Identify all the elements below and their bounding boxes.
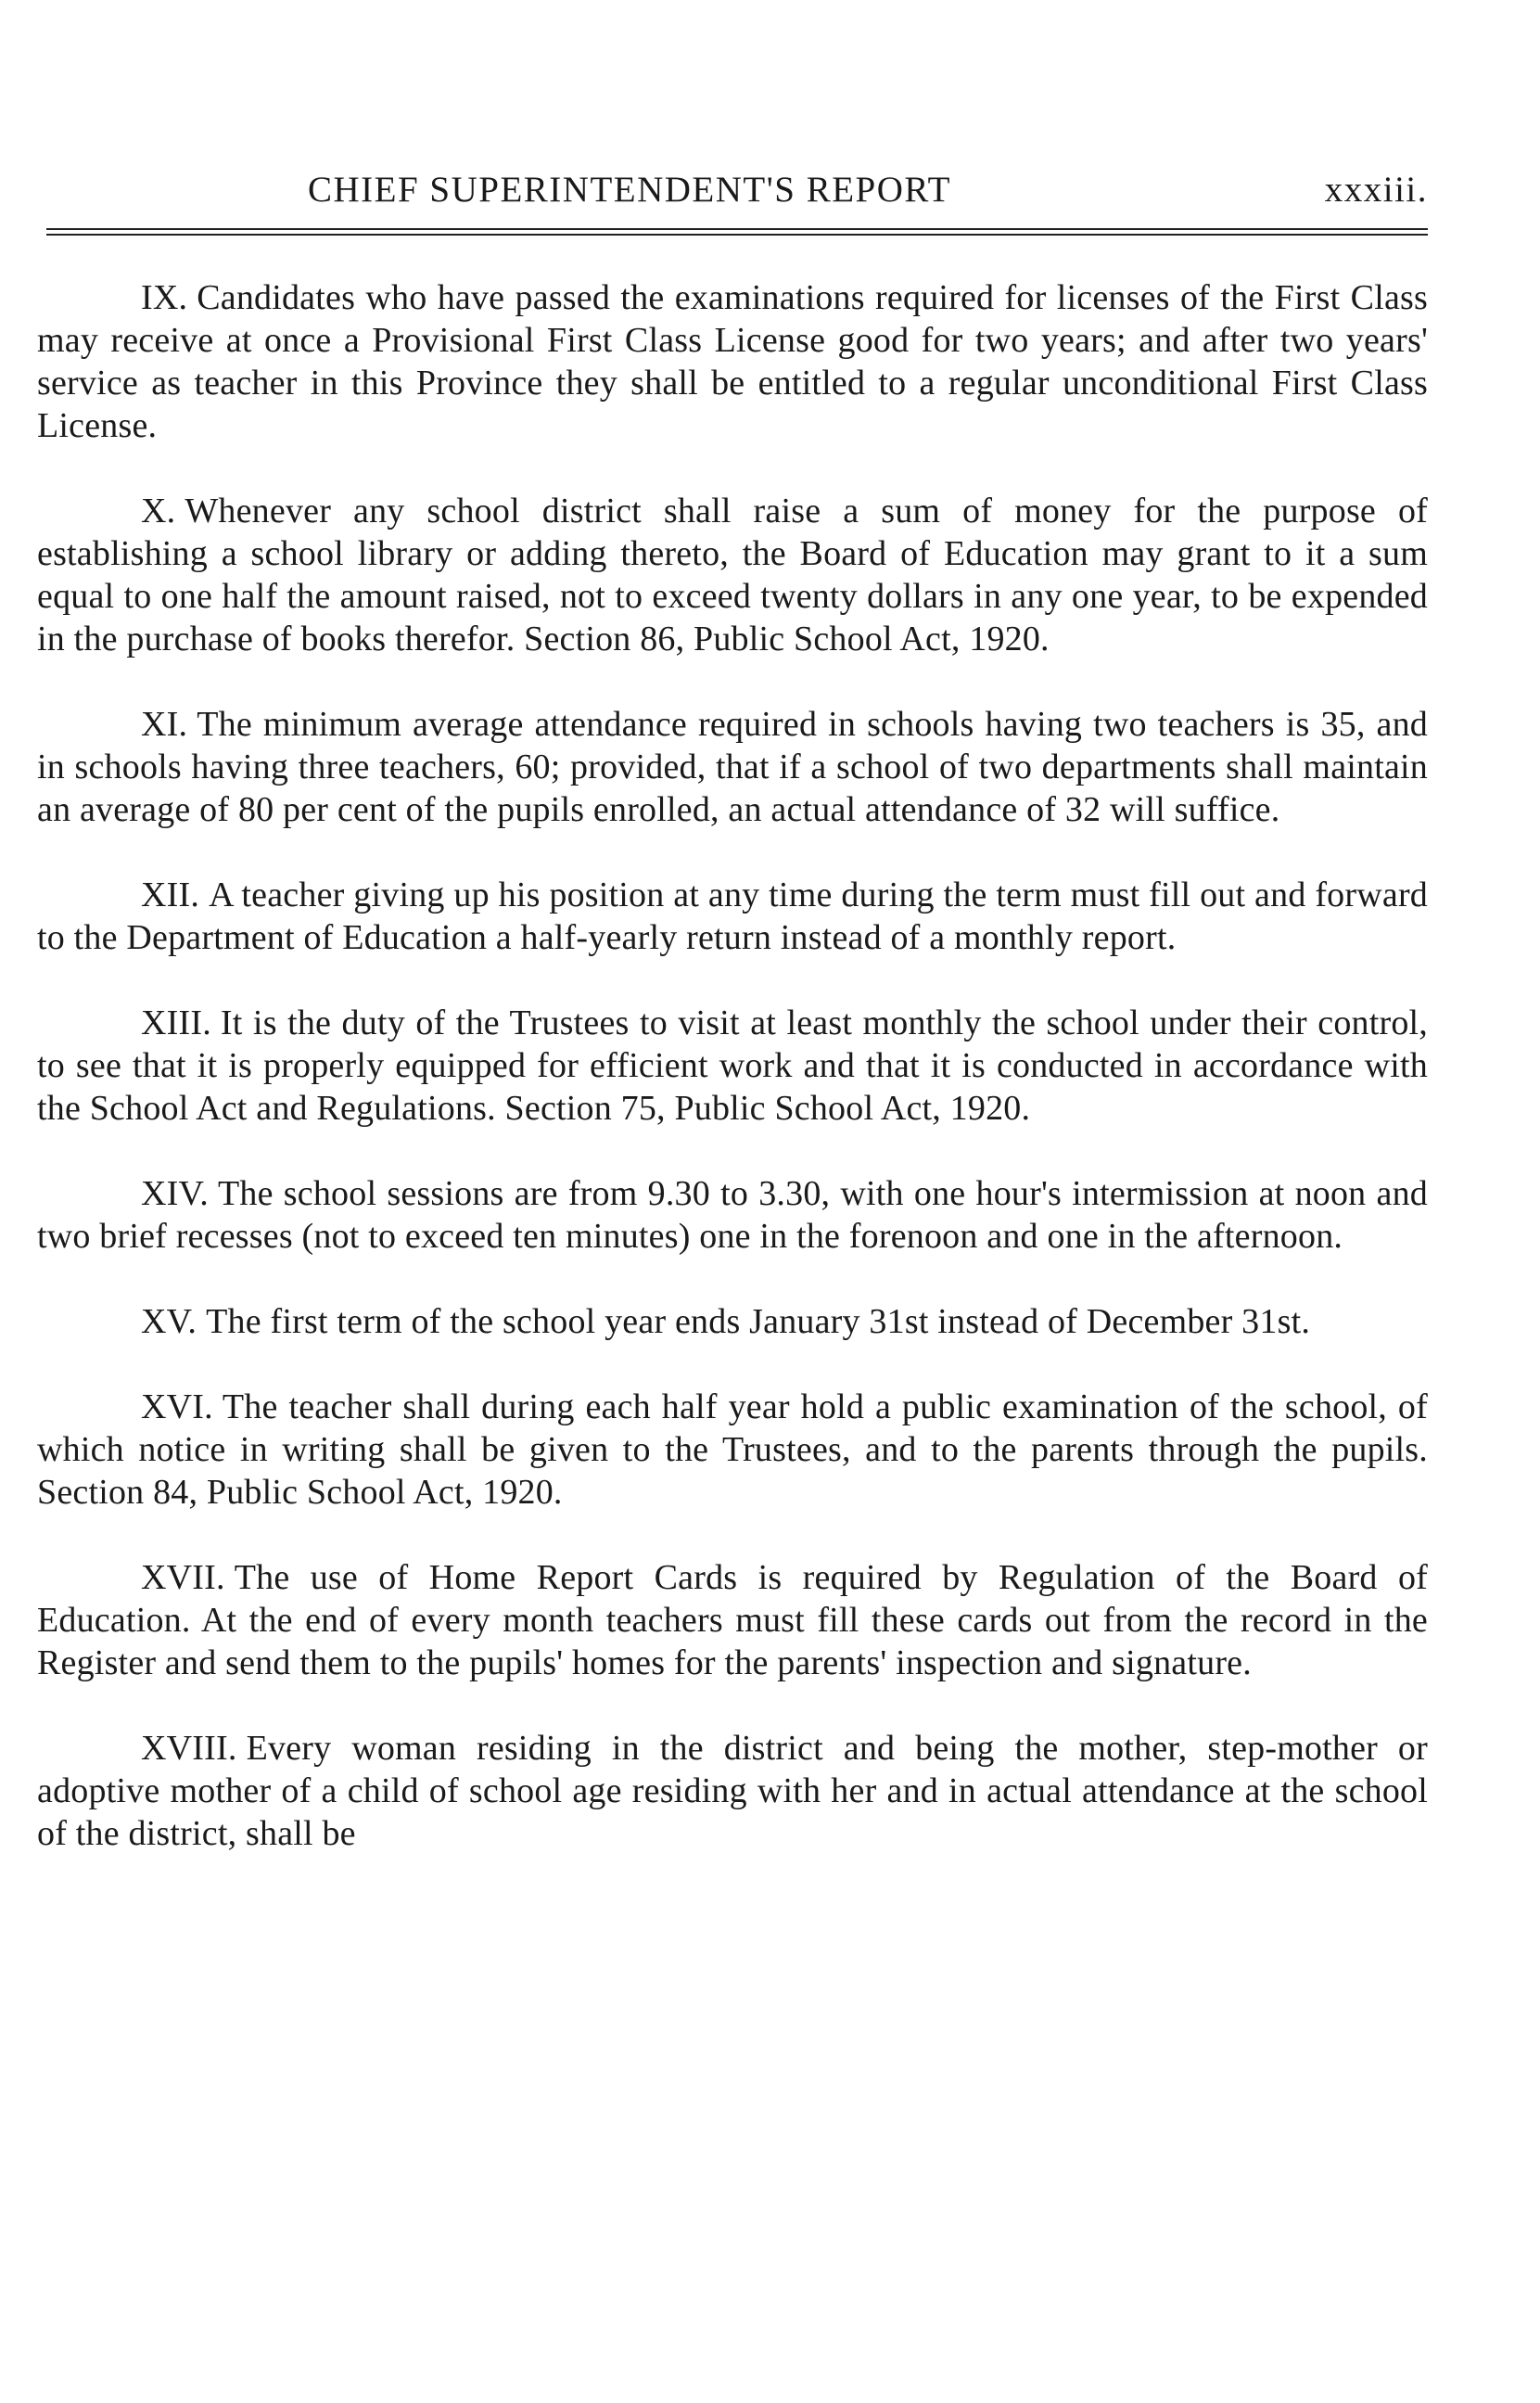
header-double-rule [46,228,1428,236]
paragraph-xi [37,703,1428,831]
paragraph-number: XVIII. [141,1729,237,1768]
paragraph-xii [37,874,1428,959]
paragraph-text: The school sessions are from 9.30 to 3.30, with one hour's intermission at noon and two brief recesses (not to exceed ten minutes) one in the forenoon and one in the afternoon. [37,1174,1428,1256]
paragraph-text: Every woman residing in the district and being the mother, step-mother or adoptive mother of a child of school age residing with her and in actual attendance at the school of the district, shall be [37,1729,1428,1853]
paragraph-number: XV. [141,1302,197,1341]
paragraph-text: It is the duty of the Trustees to visit at least monthly the school under their control, to see that it is properly equipped for efficient work and that it is conducted in accordance with the School Act and Regulations. Section 75, Public School Act, 1920. [37,1003,1428,1128]
paragraph-number: XVI. [141,1387,213,1426]
paragraph-text: The use of Home Report Cards is required by Regulation of the Board of Education. At the end of every month teachers must fill these cards out from the record in the Register and send them to the pupils' homes for the parents' inspection and signature. [37,1558,1428,1682]
paragraph-xiii [37,1002,1428,1130]
page-number: xxxiii. [1324,170,1428,210]
running-header [37,167,1428,219]
paragraph-number: XIV. [141,1174,209,1213]
paragraph-text: The first term of the school year ends January 31st instead of December 31st. [206,1302,1311,1341]
paragraph-ix [37,276,1428,447]
paragraph-text: The teacher shall during each half year hold a public examination of the school, of which notice in writing shall be given to the Trustees, and to the parents through the pupils. Section 84, Public School Act, 1920. [37,1387,1428,1512]
paragraph-text: A teacher giving up his position at any time during the term must fill out and forward to the Department of Education a half-yearly return instead of a monthly report. [37,876,1428,957]
paragraph-text: Whenever any school district shall raise a sum of money for the purpose of establishing a school library or adding thereto, the Board of Education may grant to it a sum equal to one half the amount raised, not to exceed twenty dollars in any one year, to be expended in the purchase of books therefor. Section 86, Public School Act, 1920. [37,492,1428,658]
paragraph-number: IX. [141,278,188,317]
paragraph-text: Candidates who have passed the examinations required for licenses of the First Class may receive at once a Provisional First Class License good for two years; and after two years' service as teacher in this Province they shall be entitled to a regular unconditional First Class License. [37,278,1428,445]
body-text [37,276,1428,1855]
paragraph-number: XIII. [141,1003,211,1042]
paragraph-number: XII. [141,876,200,914]
paragraph-number: XI. [141,705,188,744]
paragraph-xv [37,1300,1428,1343]
paragraph-number: X. [141,492,176,530]
paragraph-xvi [37,1386,1428,1514]
paragraph-xiv [37,1172,1428,1258]
paragraph-x [37,490,1428,660]
running-header-title: CHIEF SUPERINTENDENT'S REPORT [308,170,951,210]
paragraph-xvii [37,1556,1428,1684]
paragraph-text: The minimum average attendance required in schools having two teachers is 35, and in schools having three teachers, 60; provided, that if a school of two departments shall maintain an average of 80 per cent of the pupils enrolled, an actual attendance of 32 will suffice. [37,705,1428,829]
document-page [37,167,1428,1898]
paragraph-xviii [37,1727,1428,1855]
paragraph-number: XVII. [141,1558,225,1597]
